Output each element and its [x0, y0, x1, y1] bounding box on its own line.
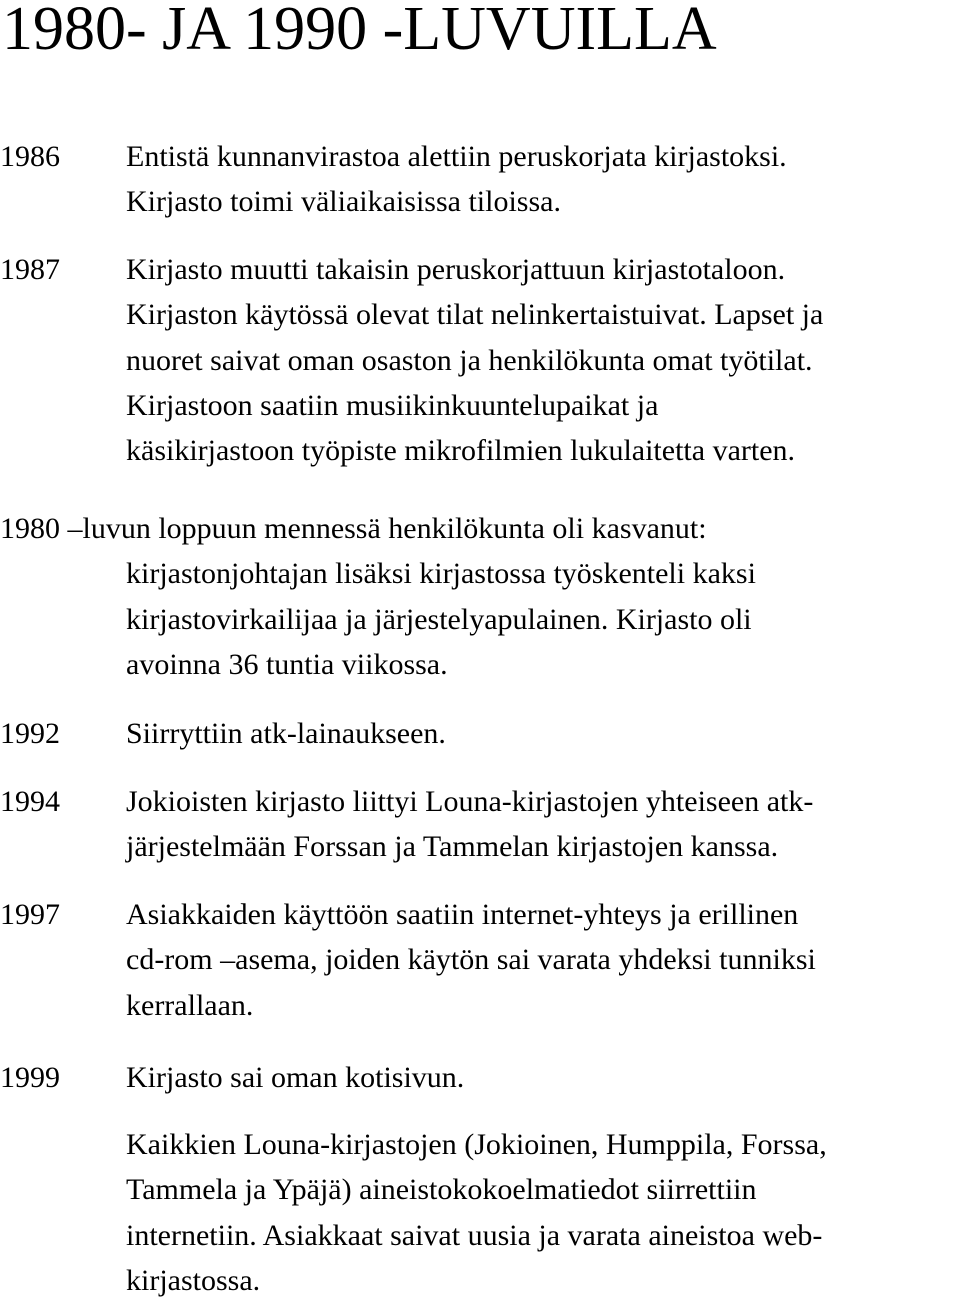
entry-text	[126, 1055, 960, 1100]
text-line: Tammela ja Ypäjä) aineistokokoelmatiedot siirrettiin	[126, 1173, 757, 1207]
text-line: järjestelmään Forssan ja Tammelan kirjastojen kanssa.	[126, 830, 779, 864]
text-line: Asiakkaiden käyttöön saatiin internet-yhteys ja erillinen	[126, 898, 799, 931]
text-line: cd-rom –asema, joiden käytön sai varata yhdeksi tunniksi	[126, 943, 816, 977]
text-line: kirjastovirkailijaa ja järjestelyapulainen. Kirjasto oli	[126, 602, 752, 636]
text-line: Kirjaston käytössä olevat tilat nelinkertaistuivat. Lapset ja	[126, 298, 824, 332]
text-line: kirjastonjohtajan lisäksi kirjastossa työskenteli kaksi	[126, 557, 756, 591]
text-line: Kirjastoon saatiin musiikinkuuntelupaikat ja	[126, 388, 659, 422]
text-line: nuoret saivat oman osaston ja henkilökunta omat työtilat.	[126, 343, 813, 377]
text-line: Kaikkien Louna-kirjastojen (Jokioinen, Humppila, Forssa,	[126, 1128, 827, 1161]
entry-text	[126, 779, 960, 870]
text-line: Jokioisten kirjasto liittyi Louna-kirjastojen yhteiseen atk-	[126, 785, 814, 818]
text-line: Entistä kunnanvirastoa alettiin peruskorjata kirjastoksi.	[126, 140, 787, 173]
text-line: Kirjasto muutti takaisin peruskorjattuun kirjastotaloon.	[126, 253, 786, 286]
text-line: kirjastossa.	[126, 1263, 261, 1297]
entry-year: 1987	[0, 253, 60, 286]
entry-first-line: 1980 –luvun loppuun mennessä henkilökunta oli kasvanut:	[0, 512, 707, 545]
text-line: internetiin. Asiakkaat saivat uusia ja varata aineistoa web-	[126, 1218, 823, 1252]
page-title: 1980- JA 1990 -LUVUILLA	[2, 0, 717, 63]
text-line: avoinna 36 tuntia viikossa.	[126, 647, 448, 681]
entry-text	[126, 711, 960, 756]
entry-year: 1997	[0, 898, 60, 931]
entry-text	[126, 1122, 960, 1303]
entry-year: 1986	[0, 140, 60, 173]
text-line: käsikirjastoon työpiste mikrofilmien lukulaitetta varten.	[126, 434, 796, 468]
entry-year: 1992	[0, 717, 60, 750]
entry-text	[126, 134, 960, 225]
entry-text	[126, 247, 960, 473]
text-line: Kirjasto toimi väliaikaisissa tiloissa.	[126, 185, 561, 219]
entry-year: 1999	[0, 1061, 60, 1094]
text-line: Kirjasto sai oman kotisivun.	[126, 1061, 465, 1094]
entry-text	[126, 551, 960, 687]
entry-year: 1994	[0, 785, 60, 818]
text-line: kerrallaan.	[126, 988, 254, 1022]
text-line: Siirryttiin atk-lainaukseen.	[126, 717, 446, 750]
entry-text	[126, 892, 960, 1028]
